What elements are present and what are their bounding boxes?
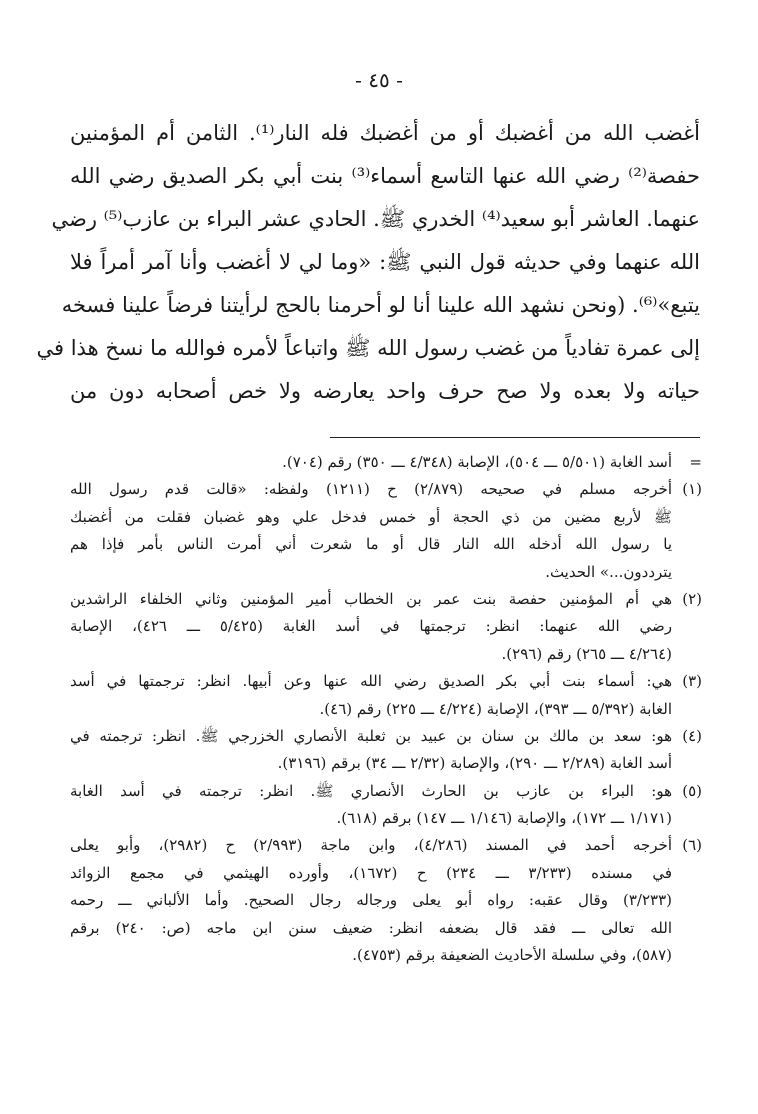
- footnote-line: أخرجه مسلم في صحيحه (٢/٨٧٩) ح (١٢١١) ولفظه: «قالت قدم رسول الله: [70, 480, 672, 499]
- footnote-number: (٢): [682, 589, 702, 608]
- footnote-line: أسد الغابة (٢/٢٨٩ ـــ ٢٩٠)، والإصابة (٢/٣٢ ـــ ٣٤) برقم (٣١٩٦).: [277, 754, 672, 773]
- body-line: حفصة⁽²⁾ رضي الله عنها التاسع أسماء⁽³⁾ بنت أبي بكر الصديق رضي الله: [70, 164, 700, 188]
- footnote-number: (٦): [682, 836, 702, 855]
- footnote-line: يا رسول الله أدخله الله النار قال أو ما شعرت أني أمرت الناس بأمر فإذا هم: [70, 535, 672, 554]
- footnote-continuation: [70, 449, 702, 476]
- footnote-line: (٣/٢٣٣) وقال عقبه: رواه أبو يعلى ورجاله رجال الصحيح. وأما الألباني ـــ رحمه: [70, 891, 672, 910]
- footnote-5: [70, 778, 702, 805]
- body-line: يتبع»⁽⁶⁾. (ونحن نشهد الله علينا أنا لو أحرمنا بالحج لرأيتنا فرضاً علينا فسخه: [61, 293, 700, 317]
- footnote-line: ﷺ لأربع مضين من ذي الحجة أو خمس فدخل علي وهو غضبان فقلت من أغضبك: [70, 507, 672, 526]
- footnote-line: هو: سعد بن مالك بن سنان بن عبيد بن ثعلبة الأنصاري الخزرجي ﷺ. انظر: ترجمته في: [70, 726, 672, 745]
- footnote-line: أخرجه أحمد في المسند (٤/٢٨٦)، وابن ماجة (٢/٩٩٣) ح (٢٩٨٢)، وأبو يعلى: [70, 836, 672, 855]
- footnote-line: في مسنده (٣/٢٣٣ ـــ ٢٣٤) ح (١٦٧٢)، وأورده الهيثمي في مجمع الزوائد: [70, 863, 672, 882]
- footnote-line: هو: البراء بن عازب بن الحارث الأنصاري ﷺ. انظر: ترجمته في أسد الغابة: [70, 781, 672, 800]
- page-number: - ٤٥ -: [355, 68, 403, 92]
- footnote-line: رضي الله عنهما: انظر: ترجمتها في أسد الغابة (٥/٤٢٥ ـــ ٤٢٦)، الإصابة: [70, 617, 672, 636]
- footnote-line: (٤/٢٦٤ ـــ ٢٦٥) رقم (٢٩٦).: [501, 644, 672, 663]
- body-line: إلى عمرة تفادياً من غضب رسول الله ﷺ واتباعاً لأمره فوالله ما نسخ هذا في: [36, 336, 700, 360]
- footnote-3: [70, 668, 702, 695]
- footnote-4: [70, 723, 702, 750]
- footnote-line: الغابة (٥/٣٩٢ ـــ ٣٩٣)، الإصابة (٤/٢٢٤ ـــ ٢٢٥) رقم (٤٦).: [319, 699, 672, 718]
- footnotes: [70, 449, 702, 969]
- footnote-line: (١/١٧١ ـــ ١٧٢)، والإصابة (١/١٤٦ ـــ ١٤٧) برقم (٦١٨).: [336, 809, 672, 828]
- footnote-line: أسد الغابة (٥/٥٠١ ـــ ٥٠٤)، الإصابة (٤/٣٤٨ ـــ ٣٥٠) رقم (٧٠٤).: [282, 453, 672, 471]
- footnote-1: [70, 476, 702, 503]
- footnote-line: (٥٨٧)، وفي سلسلة الأحاديث الضعيفة برقم (٤٧٥٣).: [352, 946, 672, 965]
- footnote-line: الله تعالى ـــ فقد قال بضعفه انظر: ضعيف سنن ابن ماجه (ص: ٢٤٠) برقم: [70, 918, 672, 937]
- footnote-line: هي: أسماء بنت أبي بكر الصديق رضي الله عنها وعن أبيها. انظر: ترجمتها في أسد: [70, 672, 672, 691]
- footnote-number: (١): [682, 480, 702, 499]
- footnote-line: هي أم المؤمنين حفصة بنت عمر بن الخطاب أمير المؤمنين وثاني الخلفاء الراشدين: [70, 589, 672, 608]
- footnote-separator: [330, 437, 700, 438]
- footnote-marker: =: [689, 453, 702, 471]
- body-line: أغضب الله من أغضبك أو من أغضبك فله النار⁽¹⁾. الثامن أم المؤمنين: [70, 121, 700, 145]
- footnote-number: (٥): [682, 781, 702, 800]
- body-line: الله عنهما وفي حديثه قول النبي ﷺ: «وما لي لا أغضب وأنا آمر أمراً فلا: [70, 250, 700, 274]
- footnote-6: [70, 832, 702, 859]
- body-line: حياته ولا بعده ولا صح حرف واحد يعارضه ولا خص أصحابه دون من: [70, 379, 700, 403]
- footnote-line: يترددون...» الحديث.: [545, 562, 672, 581]
- main-text: [36, 112, 700, 413]
- footnote-number: (٤): [682, 726, 702, 745]
- footnote-number: (٣): [682, 672, 702, 691]
- footnote-2: [70, 586, 702, 613]
- body-line: عنهما. العاشر أبو سعيد⁽⁴⁾ الخدري ﷺ. الحادي عشر البراء بن عازب⁽⁵⁾ رضي: [51, 207, 700, 231]
